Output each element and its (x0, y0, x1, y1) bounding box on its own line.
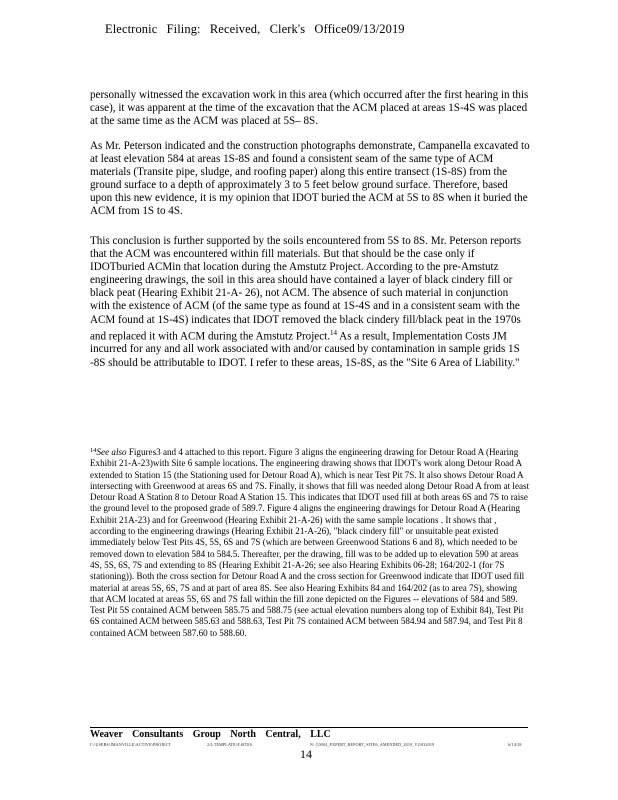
body-paragraph-2 (90, 140, 530, 219)
filing-stamp-header: Electronic Filing: Received, Clerk's Office09/13/2019 (105, 22, 405, 36)
paragraph-text (90, 235, 530, 370)
body-paragraph-3 (90, 235, 530, 370)
footer-divider (90, 727, 528, 728)
paragraph-text-main: This conclusion is further supported by the soils encountered from 5S to 8S. Mr. Peterson reports that the ACM was encountered within fill materials. But that should be the case only if IDOTburied ACMin that location during the Amstutz Project. According to the pre-Amstutz engineering drawings, the soil in this area should have contained a layer of black cindery fill or black peat (Hearing Exhibit 21-A- 26), not ACM. The absence of such material in conjunction with the existence of ACM (of the same type as found at 1S-4S and in a consistent seam with the ACM found at 1S-4S) indicates that IDOT removed the black cindery fill/black peat in the 1970s and replaced it with ACM during the Amstutz Project. (90, 235, 522, 343)
footnote-reference: 14 (330, 328, 338, 337)
footer-date: 6/14/18 (508, 742, 522, 747)
body-paragraph-1 (90, 89, 530, 128)
footer-file-path-2: 2/4 TEMPLATE\4\SITE6 (207, 742, 253, 747)
footer-file-path-1: C:\USERS\JMANVILLE\ACTIVE\PROJECT (90, 742, 172, 747)
footnote-text: Figures3 and 4 attached to this report. Figure 3 aligns the engineering drawing for Detour Road A (Hearing Exhibit 21-A-23)with Site 6 sample locations. The engineering drawing shows that IDOT's work along Detour Road A extended to Station 15 (the Stationing used for Detour Road A), which is near Test Pit 7S. It also shows Detour Road A intersecting with Greenwood at areas 6S and 7S. Finally, it shows that fill was needed along Detour Road A from at least Detour Road A Station 8 to Detour Road A Station 15. This indicates that IDOT used fill at both areas 6S and 7S to raise the ground level to the proposed grade of 589.7. Figure 4 aligns the engineering drawings for Detour Road A (Hearing Exhibit 21A-23) and for Greenwood (Hearing Exhibit 21-A-26) with the same sample locations . It shows that , according to the engineering drawings (Hearing Exhibit 21-A-26), "black cindery fill" or unsuitable peat existed immediately below Test Pits 4S, 5S, 6S and 7S (which are between Greenwood Stations 6 and 8), which needed to be removed down to elevation 584 to 584.5. Thereafter, per the drawing, fill was to be added up to elevation 590 at areas 4S, 5S, 6S, 7S and extending to 8S (Hearing Exhibit 21-A-26; see also Hearing Exhibits 06-28; 164/202-1 (for 7S stationing)). Both the cross section for Detour Road A and the cross section for Greenwood indicate that IDOT used fill material at areas 5S, 6S, 7S and at part of area 8S. See also Hearing Exhibits 84 and 164/202 (as to area 7S), showing that ACM located at areas 5S, 6S and 7S fall within the fill zone depicted on the Figures -- elevations of 584 and 589. Test Pit 5S contained ACM between 585.75 and 588.75 (see actual elevation numbers along top of Exhibit 84), Test Pit 6S contained ACM between 585.63 and 588.63, Test Pit 7S contained ACM between 584.94 and 587.94, and Test Pit 8 contained ACM between 587.60 to 588.60. (90, 447, 530, 638)
footer-firm-name: Weaver Consultants Group North Central, LLC (90, 729, 331, 740)
paragraph-text: As Mr. Peterson indicated and the construction photographs demonstrate, Campanella excavated to at least elevation 584 at areas 1S-8S and found a consistent seam of the same type of ACM materials (Transite pipe, sludge, and roofing paper) along this entire transect (1S-8S) from the ground surface to a depth of approximately 3 to 5 feet below ground surface. Therefore, based upon this new evidence, it is my opinion that IDOT buried the ACM at 5S to 8S when it buried the ACM from 1S to 4S. (90, 140, 530, 218)
paragraph-text-tail: As a result, Implementation Costs JM incurred for any and all work associated with and/or caused by contamination in sample grids 1S -8S should be attributable to IDOT. I refer to these areas, 1S-8S, as the "Site 6 Area of Liability." (90, 330, 520, 369)
page-number: 14 (300, 747, 312, 761)
footer-file-path-3: N: C0004_EXPERT_REPORT_SITE6_AMENDED_2019_V2\032019 (310, 742, 435, 747)
footnote-see-also: See also (96, 447, 127, 457)
footnote-number: 14 (90, 447, 97, 454)
paragraph-text: personally witnessed the excavation work in this area (which occurred after the first hearing in this case), it was apparent at the time of the excavation that the ACM placed at areas 1S-4S was placed at the same time as the ACM was placed at 5S– 8S. (90, 89, 529, 128)
footnote-14 (90, 445, 530, 639)
